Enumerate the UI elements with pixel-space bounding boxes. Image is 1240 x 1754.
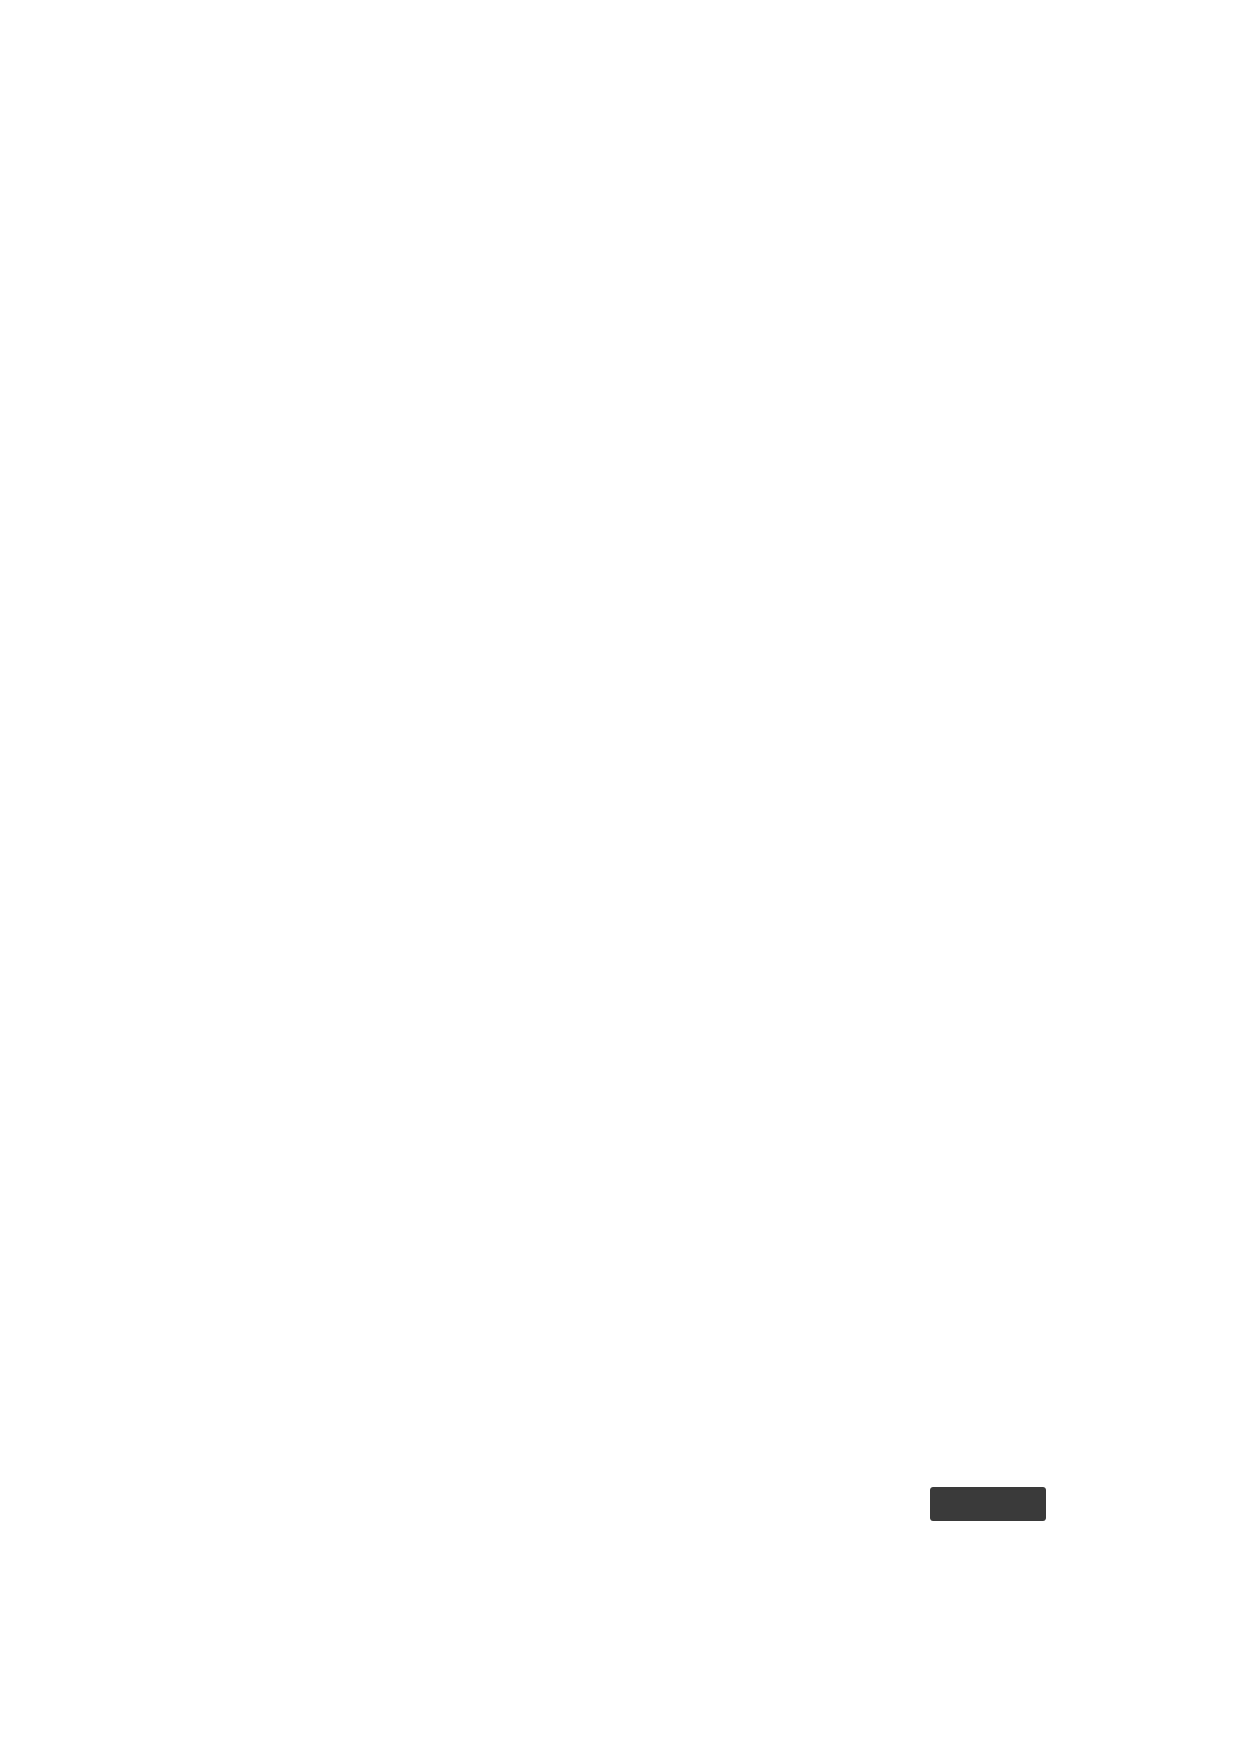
file-pdf-badge[interactable] <box>930 1487 1046 1521</box>
qr-code[interactable] <box>920 1350 1046 1476</box>
